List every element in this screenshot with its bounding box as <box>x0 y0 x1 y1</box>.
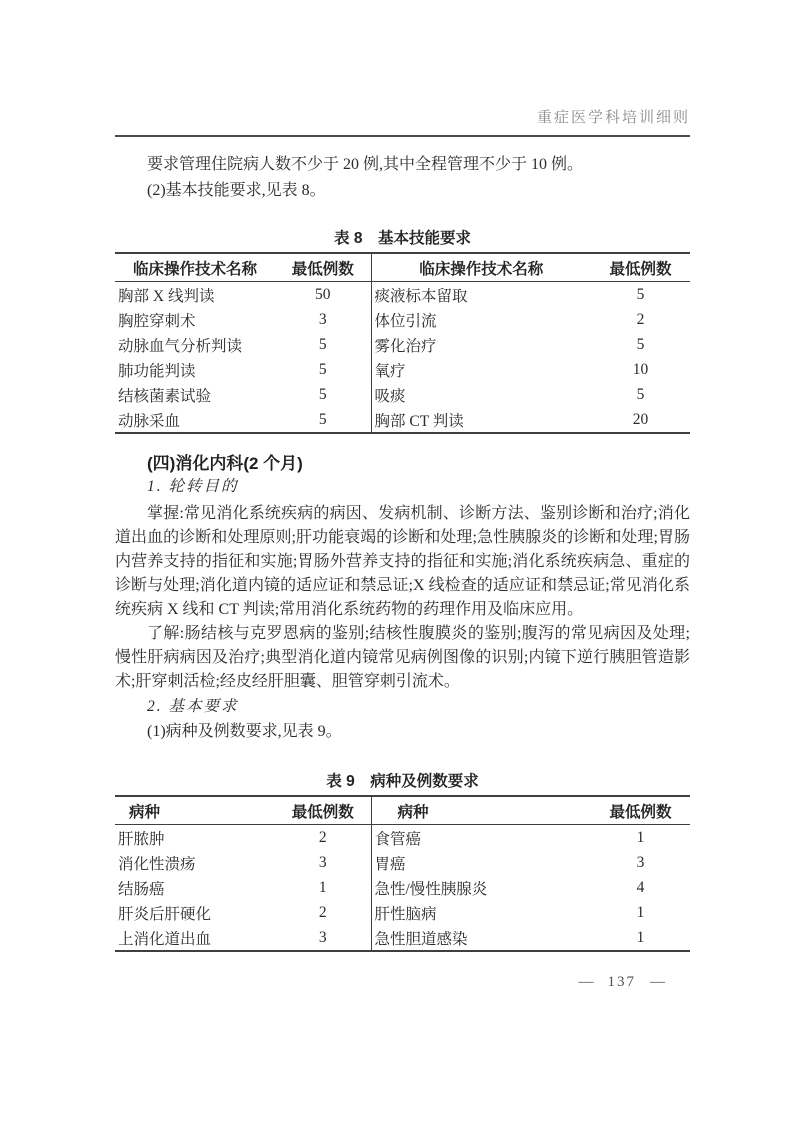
min-cases: 50 <box>315 285 331 303</box>
min-cases: 5 <box>318 410 327 428</box>
table-row <box>115 875 690 900</box>
table9-caption: 表 9 病种及例数要求 <box>326 773 479 790</box>
column-header: 临床操作技术名称 <box>132 260 257 278</box>
min-cases: 1 <box>636 828 645 846</box>
min-cases: 1 <box>318 878 327 896</box>
min-cases: 4 <box>636 878 645 896</box>
min-cases: 1 <box>636 928 645 946</box>
table-row <box>115 307 690 332</box>
min-cases: 10 <box>632 360 649 378</box>
skill-name: 结核菌素试验 <box>118 387 212 405</box>
table-row <box>115 900 690 925</box>
skill-name: 胸部 X 线判读 <box>118 287 215 305</box>
table-row <box>115 825 690 851</box>
paragraph-master: 掌握:常见消化系统疾病的病因、发病机制、诊断方法、鉴别诊断和治疗;消化道出血的诊断和处理原则;肝功能衰竭的诊断和处理;急性胰腺炎的诊断和处理;胃肠内营养支持的指征和实施;胃肠外营养支持的指征和实施;消化系统疾病急、重症的诊断与处理;消化道内镜的适应证和禁忌证;X 线检查的适应证和禁忌证;常见消化系统疾病 X 线和 CT 判读;常用消化系统药物的药理作用及临床应用。 <box>115 505 690 618</box>
disease-name: 上消化道出血 <box>118 930 212 948</box>
column-header: 病种 <box>129 803 161 821</box>
min-cases: 3 <box>318 853 327 871</box>
min-cases: 3 <box>318 928 327 946</box>
table-row <box>115 332 690 357</box>
min-cases: 3 <box>636 853 645 871</box>
running-head-title: 重症医学科培训细则 <box>536 110 690 126</box>
folio-dash: — <box>650 974 665 990</box>
disease-name: 急性胆道感染 <box>371 925 591 951</box>
min-cases: 5 <box>318 360 327 378</box>
paragraph-understand: 了解:肠结核与克罗恩病的鉴别;结核性腹膜炎的鉴别;腹泻的常见病因及处理;慢性肝病病因及治疗;典型消化道内镜常见病例图像的识别;内镜下逆行胰胆管造影术;肝穿刺活检;经皮经肝胆囊、胆管穿刺引流术。 <box>115 625 690 690</box>
min-cases: 5 <box>636 285 645 303</box>
min-cases: 5 <box>318 385 327 403</box>
disease-name: 肝性脑病 <box>371 900 591 925</box>
subsection-basic-requirement: 2. 基本要求 <box>147 698 239 715</box>
skill-name: 体位引流 <box>371 307 591 332</box>
skill-name: 肺功能判读 <box>118 362 196 380</box>
table-basic-skills <box>115 252 690 434</box>
skill-name: 雾化治疗 <box>371 332 591 357</box>
min-cases: 1 <box>636 903 645 921</box>
column-header: 最低例数 <box>609 260 672 278</box>
column-header: 最低例数 <box>609 803 672 821</box>
min-cases: 5 <box>636 335 645 353</box>
table-row <box>115 925 690 951</box>
min-cases: 2 <box>636 310 645 328</box>
running-head <box>115 0 690 127</box>
skill-name: 动脉采血 <box>118 412 181 430</box>
skill-name: 吸痰 <box>371 382 591 407</box>
disease-name: 食管癌 <box>371 825 591 851</box>
table-row <box>115 357 690 382</box>
column-header: 最低例数 <box>291 260 354 278</box>
paragraph-patient-requirement: 要求管理住院病人数不少于 20 例,其中全程管理不少于 10 例。 <box>147 156 584 173</box>
section-heading-digestive: (四)消化内科(2 个月) <box>147 454 303 473</box>
column-header: 病种 <box>371 796 591 825</box>
skill-name: 胸部 CT 判读 <box>371 407 591 433</box>
paragraph-skill-ref: (2)基本技能要求,见表 8。 <box>147 182 326 199</box>
skill-name: 胸腔穿刺术 <box>118 312 196 330</box>
page-number <box>579 974 666 991</box>
table8-caption: 表 8 基本技能要求 <box>334 230 471 247</box>
column-header: 临床操作技术名称 <box>371 253 591 282</box>
column-header: 最低例数 <box>291 803 354 821</box>
disease-name: 胃癌 <box>371 850 591 875</box>
disease-name: 肝炎后肝硬化 <box>118 905 212 923</box>
min-cases: 20 <box>632 410 649 428</box>
folio-number: 137 <box>607 974 636 990</box>
min-cases: 2 <box>318 828 327 846</box>
skill-name: 痰液标本留取 <box>371 282 591 308</box>
table-header-row <box>115 796 690 825</box>
header-rule <box>115 135 690 137</box>
disease-name: 急性/慢性胰腺炎 <box>371 875 591 900</box>
min-cases: 5 <box>318 335 327 353</box>
table-row <box>115 382 690 407</box>
skill-name: 氧疗 <box>371 357 591 382</box>
table-row <box>115 282 690 308</box>
skill-name: 动脉血气分析判读 <box>118 337 243 355</box>
subsection-rotation-goal: 1. 轮转目的 <box>147 478 239 495</box>
disease-name: 消化性溃疡 <box>118 855 196 873</box>
table-header-row <box>115 253 690 282</box>
folio-dash: — <box>578 974 594 990</box>
table-row <box>115 407 690 433</box>
table-row <box>115 850 690 875</box>
disease-name: 肝脓肿 <box>118 830 165 848</box>
paragraph-disease-ref: (1)病种及例数要求,见表 9。 <box>147 723 342 740</box>
min-cases: 5 <box>636 385 645 403</box>
min-cases: 3 <box>318 310 327 328</box>
disease-name: 结肠癌 <box>118 880 165 898</box>
table-disease-cases <box>115 795 690 952</box>
min-cases: 2 <box>318 903 327 921</box>
